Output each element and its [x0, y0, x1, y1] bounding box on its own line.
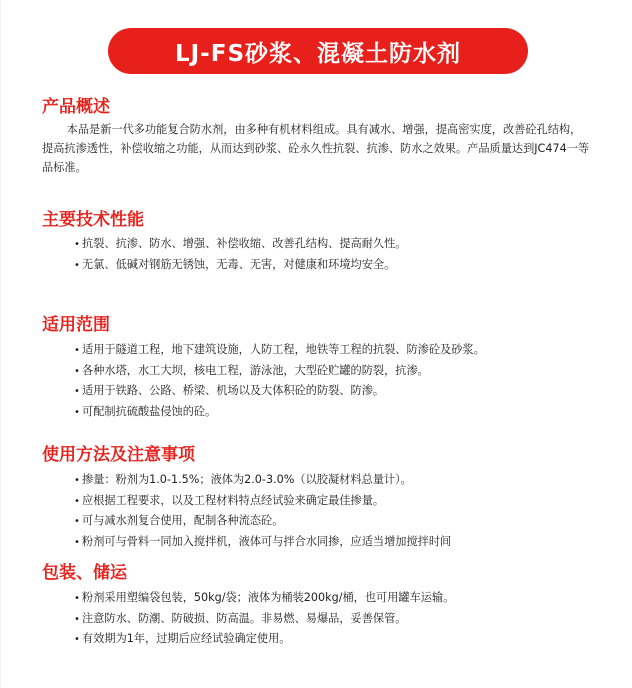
list-item: • 掺量：粉剂为1.0-1.5%；液体为2.0-3.0%（以胶凝材料总量计）。: [74, 473, 412, 486]
heading-performance: 主要技术性能: [42, 210, 144, 230]
heading-packaging: 包装、储运: [42, 563, 127, 583]
performance-list: [74, 234, 406, 275]
scope-list: [74, 340, 485, 422]
page-title: LJ-FS砂浆、混凝土防水剂: [174, 40, 462, 67]
list-item: • 各种水塔，水工大坝，核电工程，游泳池，大型砼贮罐的防裂，抗渗。: [74, 363, 429, 377]
overview-text: 本品是新一代多功能复合防水剂，由多种有机材料组成。具有减水、增强，提高密实度，改善砼孔结构，提高抗渗透性，补偿收缩之功能，从而达到砂浆、砼永久性抗裂、抗渗、防水之效果。产品质量达到JC474一等品标准。: [42, 123, 590, 174]
packaging-list: [74, 588, 454, 650]
list-item: • 粉剂采用塑编袋包装，50kg/袋；液体为桶装200kg/桶，也可用罐车运输。: [74, 591, 455, 604]
list-item: • 可与减水剂复合使用，配制各种流态砼。: [74, 514, 284, 527]
list-item: • 应根据工程要求，以及工程材料特点经试验来确定最佳掺量。: [74, 493, 385, 507]
list-item: • 适用于铁路、公路、桥梁、机场以及大体积砼的防裂、防渗。: [74, 384, 385, 397]
list-item: • 抗裂、抗渗、防水、增强、补偿收缩、改善孔结构、提高耐久性。: [74, 237, 407, 250]
heading-scope: 适用范围: [42, 315, 110, 335]
list-item: • 有效期为1年，过期后应经试验确定使用。: [74, 632, 291, 645]
heading-usage: 使用方法及注意事项: [42, 445, 195, 465]
heading-overview: 产品概述: [42, 97, 110, 117]
list-item: • 注意防水、防潮、防破损、防高温。非易燃、易爆品，妥善保管。: [74, 611, 407, 625]
list-item: • 适用于隧道工程，地下建筑设施，人防工程，地铁等工程的抗裂、防渗砼及砂浆。: [74, 343, 485, 356]
title-banner: [108, 28, 528, 74]
list-item: • 可配制抗硫酸盐侵蚀的砼。: [74, 404, 217, 418]
list-item: • 无氯、低碱对钢筋无锈蚀，无毒、无害，对健康和环境均安全。: [74, 257, 396, 271]
usage-list: [74, 470, 451, 552]
list-item: • 粉剂可与骨料一同加入搅拌机，液体可与拌合水同掺，应适当增加搅拌时间: [74, 534, 452, 548]
